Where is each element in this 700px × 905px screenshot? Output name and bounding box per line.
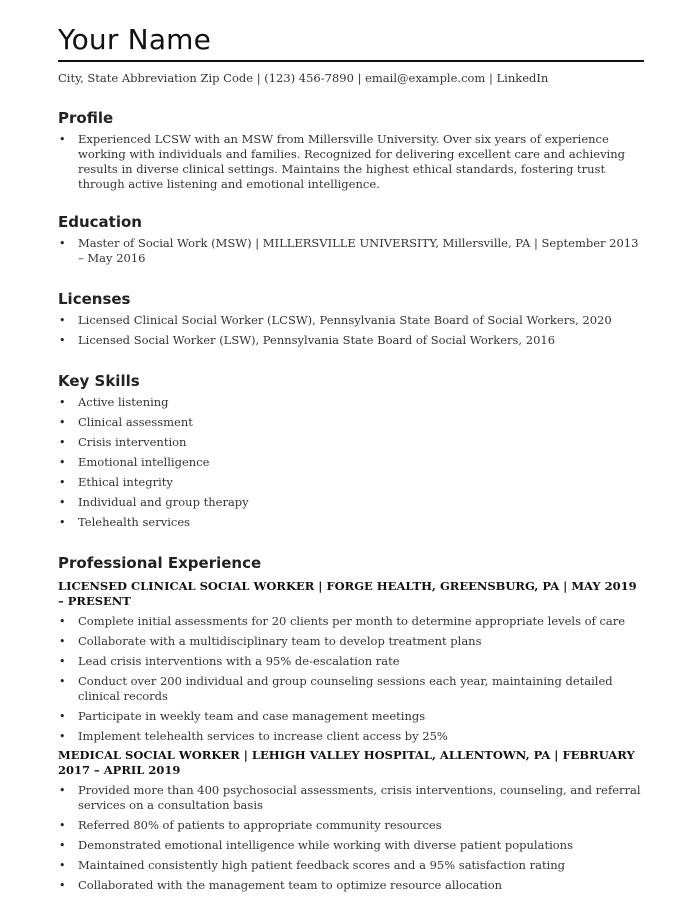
job-duties-list <box>58 783 644 893</box>
skills-list <box>58 395 644 530</box>
skill-item: • Ethical integrity <box>58 475 644 490</box>
job-duty-item: • Demonstrated emotional intelligence while working with diverse patient populations <box>58 838 644 853</box>
section-title-education: Education <box>58 213 142 231</box>
education-list <box>58 236 644 266</box>
job-duty-item: • Complete initial assessments for 20 clients per month to determine appropriate levels of care <box>58 614 644 629</box>
job-duties-list <box>58 614 644 744</box>
section-title-key-skills: Key Skills <box>58 372 140 390</box>
job-duty-item: • Implement telehealth services to increase client access by 25% <box>58 729 644 744</box>
license-item: • Licensed Clinical Social Worker (LCSW), Pennsylvania State Board of Social Workers, 2020 <box>58 313 644 328</box>
licenses-list <box>58 313 644 348</box>
job-duty-item: • Provided more than 400 psychosocial assessments, crisis interventions, counseling, and referral services on a consultation basis <box>58 783 644 813</box>
profile-list <box>58 132 644 192</box>
section-title-licenses: Licenses <box>58 290 131 308</box>
section-title-profile: Profile <box>58 109 114 127</box>
skill-item: • Active listening <box>58 395 644 410</box>
header-divider <box>58 60 644 62</box>
skill-item: • Emotional intelligence <box>58 455 644 470</box>
job-duty-item: • Participate in weekly team and case management meetings <box>58 709 644 724</box>
skill-item: • Telehealth services <box>58 515 644 530</box>
job-duty-item: • Lead crisis interventions with a 95% de-escalation rate <box>58 654 644 669</box>
job-heading: MEDICAL SOCIAL WORKER | LEHIGH VALLEY HOSPITAL, ALLENTOWN, PA | FEBRUARY 2017 – APRIL 2019 <box>58 748 635 777</box>
job-heading: LICENSED CLINICAL SOCIAL WORKER | FORGE HEALTH, GREENSBURG, PA | MAY 2019 – PRESENT <box>58 579 637 608</box>
contact-line: City, State Abbreviation Zip Code | (123) 456-7890 | email@example.com | LinkedIn <box>58 71 549 85</box>
section-title-professional-experience: Professional Experience <box>58 554 262 572</box>
job-duty-item: • Collaborated with the management team to optimize resource allocation <box>58 878 644 893</box>
skill-item: • Individual and group therapy <box>58 495 644 510</box>
job-duty-item: • Collaborate with a multidisciplinary team to develop treatment plans <box>58 634 644 649</box>
job-duty-item: • Referred 80% of patients to appropriate community resources <box>58 818 644 833</box>
education-item: • Master of Social Work (MSW) | MILLERSVILLE UNIVERSITY, Millersville, PA | September 2013 – May 2016 <box>58 236 644 266</box>
job-duty-item: • Maintained consistently high patient feedback scores and a 95% satisfaction rating <box>58 858 644 873</box>
profile-item: • Experienced LCSW with an MSW from Millersville University. Over six years of experience working with individuals and families. Recognized for delivering excellent care and achieving results in diverse clinical settings. Maintains the highest ethical standards, fostering trust through active listening and emotional intelligence. <box>58 132 644 192</box>
license-item: • Licensed Social Worker (LSW), Pennsylvania State Board of Social Workers, 2016 <box>58 333 644 348</box>
job-duty-item: • Conduct over 200 individual and group counseling sessions each year, maintaining detailed clinical records <box>58 674 644 704</box>
skill-item: • Crisis intervention <box>58 435 644 450</box>
candidate-name: Your Name <box>58 23 212 56</box>
skill-item: • Clinical assessment <box>58 415 644 430</box>
